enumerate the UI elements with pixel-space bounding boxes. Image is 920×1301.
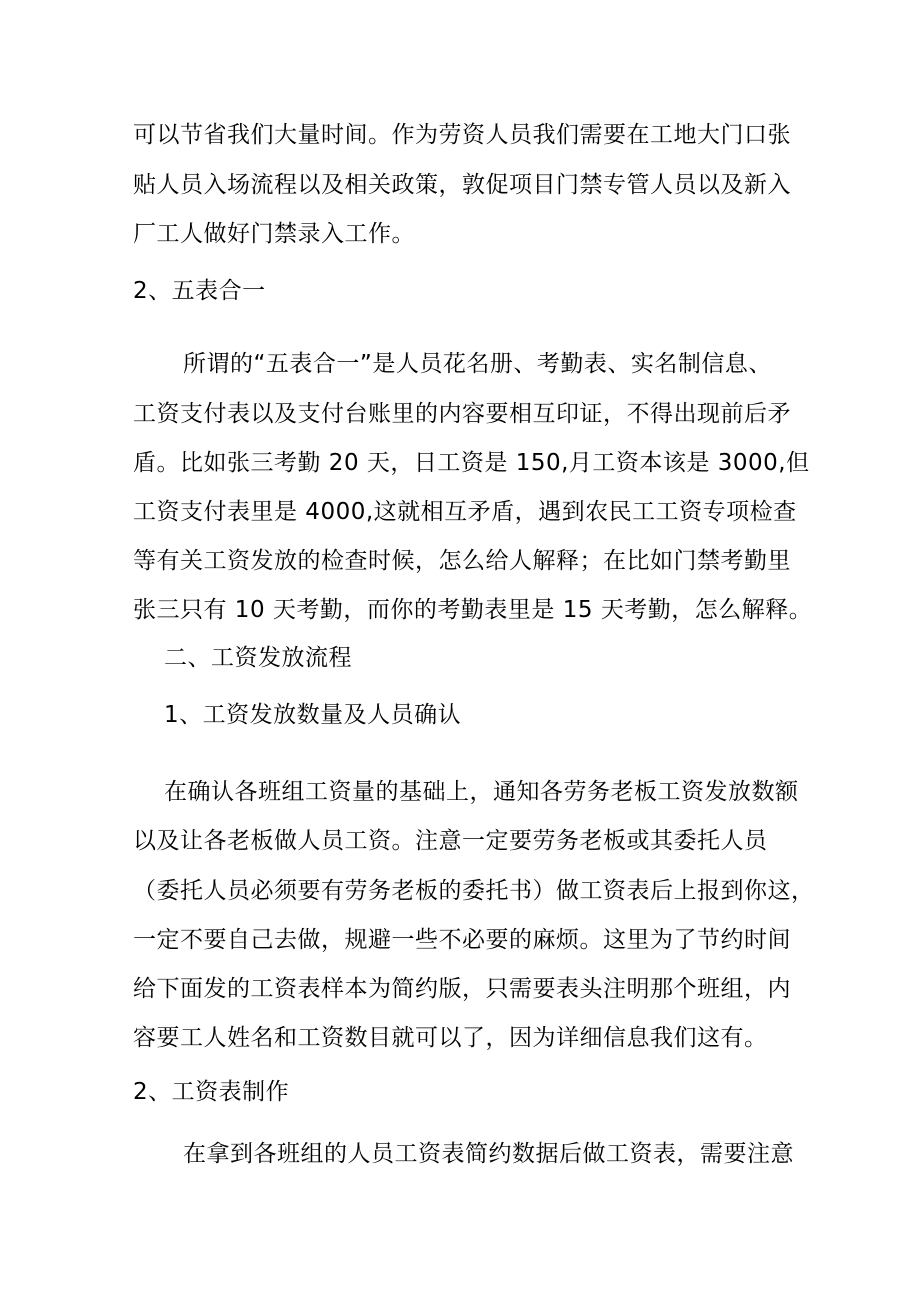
paragraph-4-line-1: 在拿到各班组的人员工资表简约数据后做工资表，需要注意 bbox=[183, 1141, 794, 1167]
heading-wage-table: 2、工资表制作 bbox=[133, 1079, 290, 1105]
paragraph-3-line-5: 给下面发的工资表样本为简约版，只需要表头注明那个班组，内 bbox=[133, 976, 791, 1002]
paragraph-3-line-2: 以及让各老板做人员工资。注意一定要劳务老板或其委托人员 bbox=[133, 828, 768, 854]
paragraph-2-line-4: 工资支付表里是 4000,这就相互矛盾，遇到农民工工资专项检查 bbox=[133, 499, 797, 525]
heading-wage-process: 二、工资发放流程 bbox=[164, 645, 352, 671]
paragraph-3-line-4: 一定不要自己去做，规避一些不必要的麻烦。这里为了节约时间 bbox=[133, 927, 791, 953]
paragraph-1-line-1: 可以节省我们大量时间。作为劳资人员我们需要在工地大门口张 bbox=[133, 122, 791, 148]
heading-five-in-one: 2、五表合一 bbox=[133, 278, 266, 304]
paragraph-3-line-1: 在确认各班组工资量的基础上，通知各劳务老板工资发放数额 bbox=[164, 779, 799, 805]
paragraph-3-line-6: 容要工人姓名和工资数目就可以了，因为详细信息我们这有。 bbox=[133, 1025, 768, 1051]
paragraph-2-line-2: 工资支付表以及支付台账里的内容要相互印证，不得出现前后矛 bbox=[133, 401, 791, 427]
paragraph-3-line-3: （委托人员必须要有劳务老板的委托书）做工资表后上报到你这， bbox=[133, 878, 815, 904]
heading-wage-confirm: 1、工资发放数量及人员确认 bbox=[164, 702, 462, 728]
paragraph-2-line-6: 张三只有 10 天考勤，而你的考勤表里是 15 天考勤，怎么解释。 bbox=[133, 597, 813, 623]
paragraph-2-line-5: 等有关工资发放的检查时候，怎么给人解释；在比如门禁考勤里 bbox=[133, 548, 791, 574]
paragraph-2-line-3: 盾。比如张三考勤 20 天，日工资是 150,月工资本该是 3000,但 bbox=[133, 450, 810, 476]
paragraph-1-line-3: 厂工人做好门禁录入工作。 bbox=[133, 221, 415, 247]
paragraph-2-line-1: 所谓的“五表合一”是人员花名册、考勤表、实名制信息、 bbox=[183, 351, 772, 377]
paragraph-1-line-2: 贴人员入场流程以及相关政策，敦促项目门禁专管人员以及新入 bbox=[133, 172, 791, 198]
